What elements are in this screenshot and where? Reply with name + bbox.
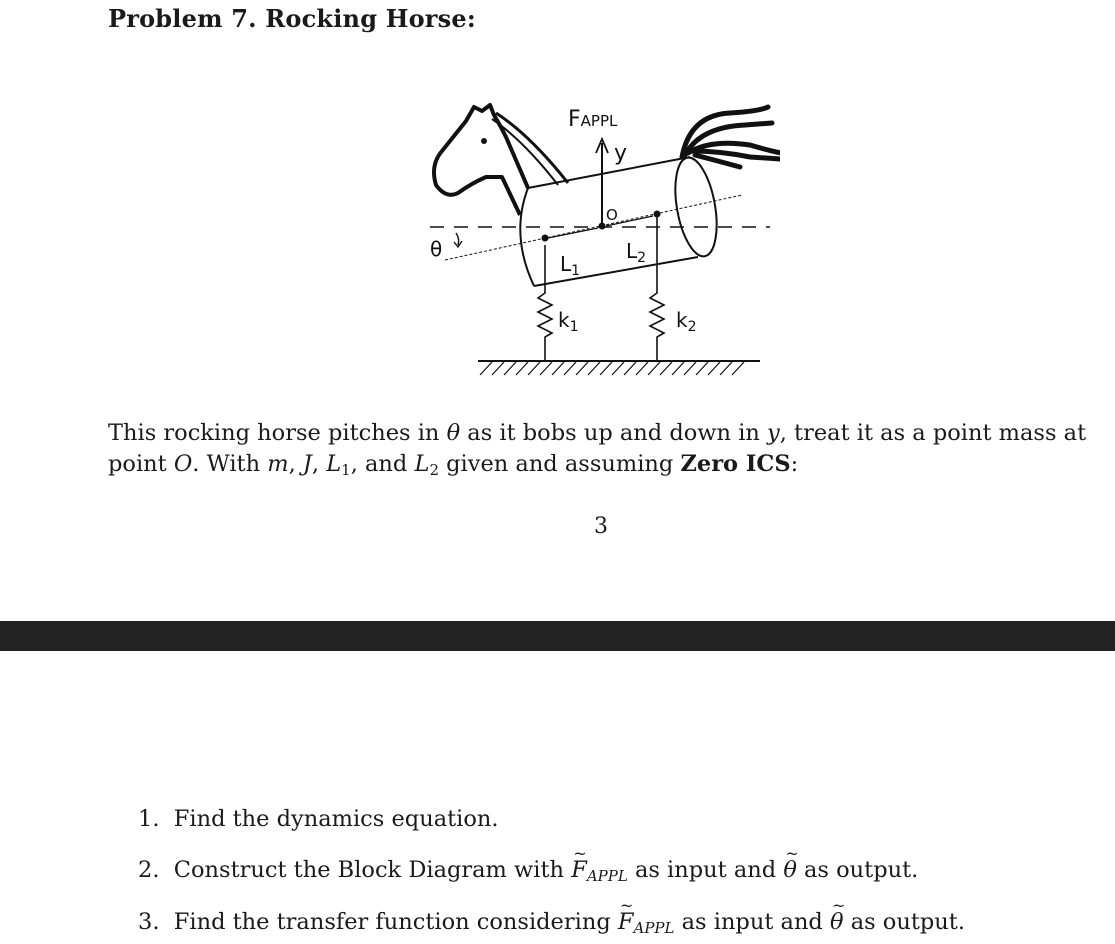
ground-hatching <box>480 362 744 375</box>
zero-ics-bold: Zero ICS <box>680 451 791 477</box>
k2-label: $k_2$ <box>676 308 697 335</box>
question-item-2: 2. Construct the Block Diagram with ~ $F_{APPL}$ as input and ~ θ as output. <box>138 857 918 885</box>
theta-rotation-arrow <box>456 233 459 245</box>
problem-title: Problem 7. Rocking Horse: <box>108 4 476 33</box>
page-number: 3 <box>594 514 608 539</box>
problem-description: This rocking horse pitches in θ as it bobs up and down in y, treat it as a point mass at point O. With m, J, $L_1$, and $L_2$ given and assuming Zero ICS: <box>108 420 1087 479</box>
spring-k2 <box>650 217 664 361</box>
l1-arrow <box>548 228 598 238</box>
y-label: y <box>614 141 628 166</box>
question-item-3: 3. Find the transfer function considering ~ $F_{APPL}$ as input and ~ θ as output. <box>138 909 965 937</box>
origin-label: O <box>606 206 618 224</box>
horse-tail <box>682 107 780 167</box>
k1-label: $k_1$ <box>558 308 579 335</box>
horse-head <box>434 105 568 215</box>
horse-body-cylinder <box>520 154 723 286</box>
attach-point-1 <box>542 235 549 242</box>
l1-label: $L_1$ <box>560 252 581 279</box>
spring-k1 <box>538 245 552 361</box>
page-divider-bar <box>0 621 1115 651</box>
l2-label: $L_2$ <box>626 239 647 266</box>
attach-point-2 <box>654 211 661 218</box>
attach-point-o <box>599 223 606 230</box>
theta-label: θ <box>430 237 443 261</box>
horse-eye <box>481 138 487 144</box>
question-item-1: 1. Find the dynamics equation. <box>138 806 499 832</box>
force-label: FAPPL <box>568 107 618 132</box>
rocking-horse-figure <box>400 95 780 385</box>
